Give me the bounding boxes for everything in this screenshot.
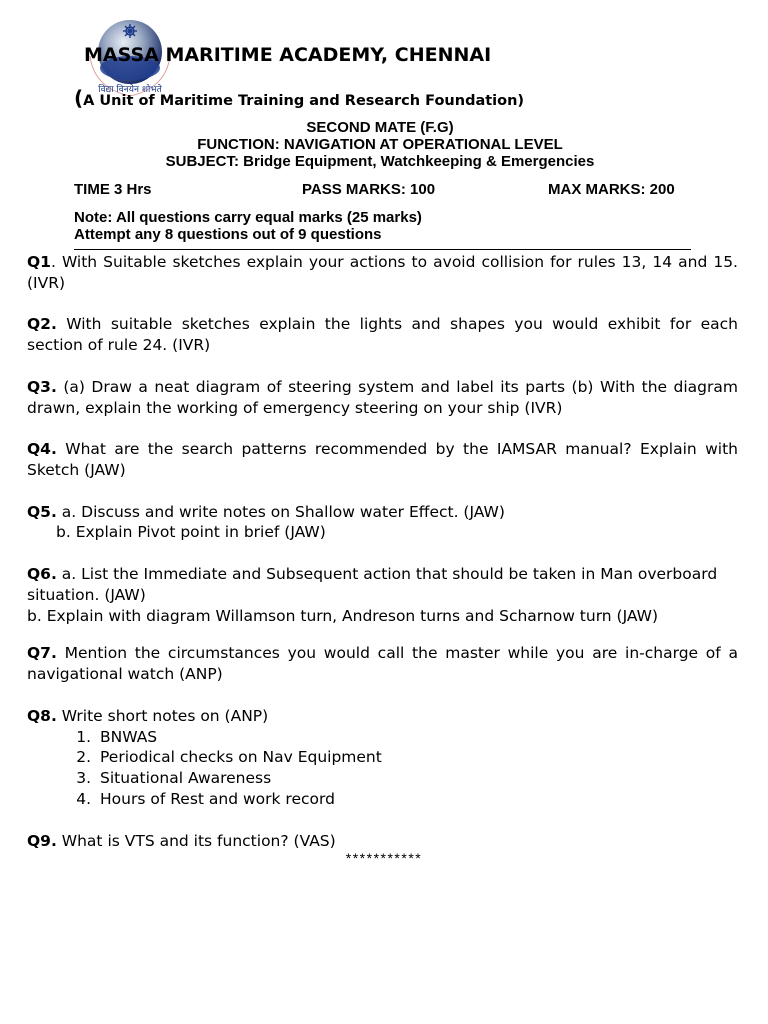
question-9 [27,831,738,852]
question-number: Q1 [27,253,51,271]
max-marks-label: MAX MARKS: 200 [548,181,675,198]
question-text: What are the search patterns recommended by the IAMSAR manual? Explain with Sketch (JAW) [27,440,738,479]
logo-script: विद्या विनयेन शोभते [98,85,162,95]
end-marker: *********** [345,850,423,866]
list-item: 1. BNWAS [96,727,738,748]
question-text: With suitable sketches explain the lights and shapes you would exhibit for each section of rule 24. (IVR) [27,315,738,355]
question-text: (a) Draw a neat diagram of steering system and label its parts (b) With the diagram drawn, explain the working of emergency steering on your ship (IVR) [27,377,738,417]
subtitle-text: A Unit of Maritime Training and Research Foundation) [83,93,525,109]
exam-title: SECOND MATE (F.G) [306,119,454,136]
question-text: What is VTS and its function? (VAS) [56,831,336,850]
question-text: a. List the Immediate and Subsequent action that should be taken in Man overboard situation. (JAW) [27,564,718,604]
question-number: Q4. [27,440,57,459]
time-label: TIME 3 Hrs [74,181,152,198]
header-divider [74,249,691,250]
question-number: Q2. [27,315,57,334]
list-item: 4. Hours of Rest and work record [96,789,738,810]
question-2 [27,314,738,356]
question-3 [27,377,738,419]
question-6 [27,564,738,606]
question-text: a. Discuss and write notes on Shallow water Effect. (JAW) [56,502,505,521]
exam-subject: SUBJECT: Bridge Equipment, Watchkeeping & Emergencies [165,153,595,170]
question-text: . With Suitable sketches explain your actions to avoid collision for rules 13, 14 and 15. (IVR) [27,253,738,292]
attempt-text: Attempt any 8 questions out of 9 questions [74,226,382,243]
question-number: Q6. [27,564,57,583]
list-item: 2. Periodical checks on Nav Equipment [96,747,738,768]
question-4 [27,439,738,481]
institution-name: MASSA MARITIME ACADEMY, CHENNAI [84,44,492,66]
exam-function: FUNCTION: NAVIGATION AT OPERATIONAL LEVEL [197,136,563,153]
question-list [27,252,738,851]
question-6-part-b: b. Explain with diagram Willamson turn, Andreson turns and Scharnow turn (JAW) [27,606,659,625]
question-number: Q7. [27,644,57,663]
open-paren: ( [74,86,84,110]
question-7 [27,643,738,685]
question-8-items [27,727,738,810]
pass-marks-label: PASS MARKS: 100 [302,181,436,198]
question-1 [27,252,738,294]
note-text: Note: All questions carry equal marks (25 marks) [74,209,422,226]
question-number: Q3. [27,377,57,396]
question-text: Write short notes on (ANP) [56,706,269,725]
question-number: Q9. [27,831,57,850]
question-text: Mention the circumstances you would call the master while you are in-charge of a navigational watch (ANP) [27,644,738,684]
question-8 [27,706,738,727]
question-number: Q5. [27,502,57,521]
institution-subtitle [74,86,524,110]
question-5 [27,502,738,523]
question-number: Q8. [27,706,57,725]
list-item: 3. Situational Awareness [96,768,738,789]
question-5-part-b: b. Explain Pivot point in brief (JAW) [56,523,326,542]
